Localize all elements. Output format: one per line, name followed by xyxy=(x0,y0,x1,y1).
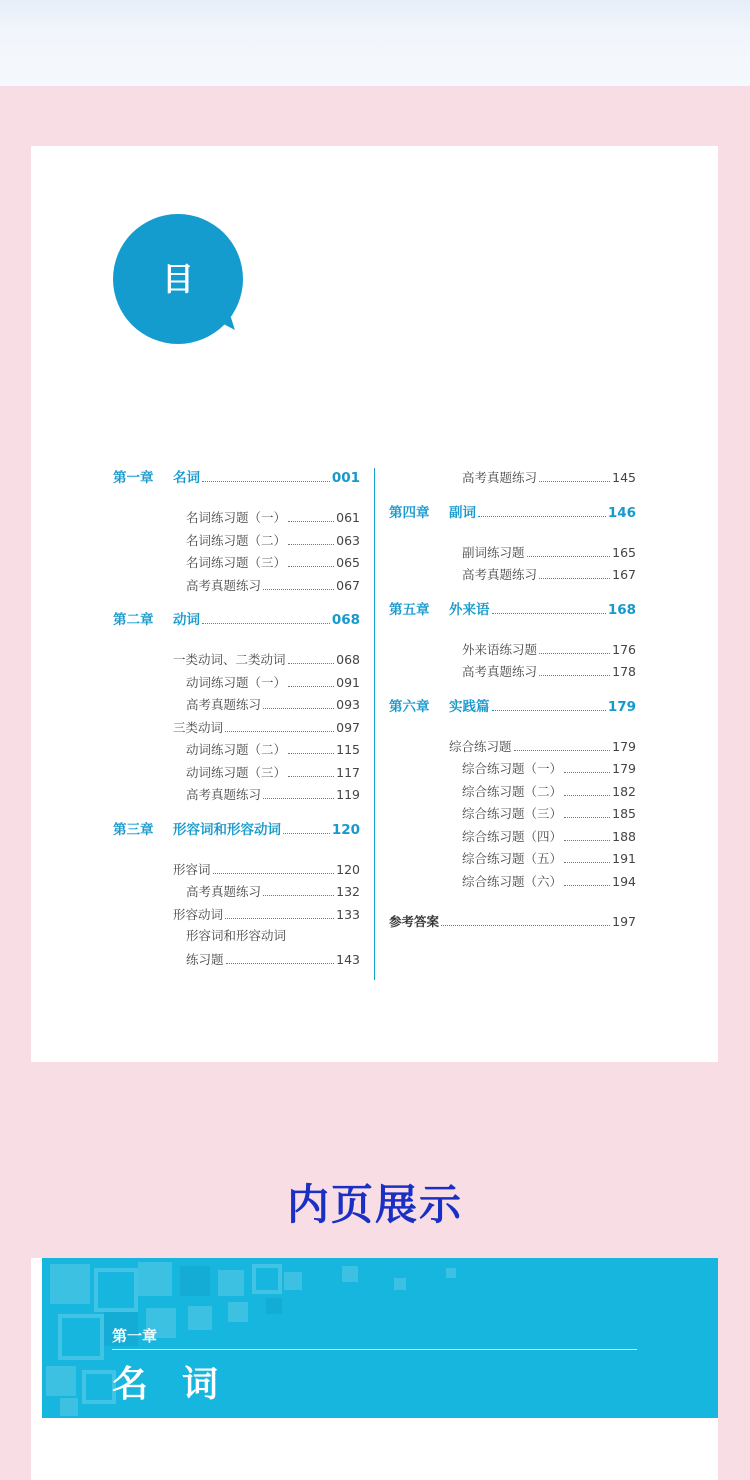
toc-entry-row xyxy=(462,848,636,868)
toc-entry-row xyxy=(173,717,360,737)
page-number: 179 xyxy=(612,738,636,754)
chapter-title: 外来语 xyxy=(449,601,490,618)
page-number: 178 xyxy=(612,664,636,679)
page-number: 120 xyxy=(336,861,360,877)
leader-dots xyxy=(514,736,611,751)
page-number: 176 xyxy=(612,641,636,657)
entry-label: 动词练习题（一） xyxy=(186,674,287,690)
toc-entry-row xyxy=(462,639,636,659)
toc-entry-row xyxy=(186,949,360,969)
leader-dots xyxy=(263,881,334,896)
column-divider xyxy=(374,468,375,980)
page-number: 132 xyxy=(336,884,360,899)
banner-divider xyxy=(112,1349,637,1350)
toc-entry-row xyxy=(462,564,636,584)
toc-entry-row xyxy=(173,859,360,879)
leader-dots xyxy=(539,564,610,579)
page-number: 168 xyxy=(607,601,636,618)
toc-entry-row xyxy=(186,762,360,782)
leader-dots xyxy=(288,739,334,754)
leader-dots xyxy=(564,826,610,841)
leader-dots xyxy=(288,552,334,567)
toc-entry-row xyxy=(462,467,636,487)
page-number: 194 xyxy=(612,873,636,889)
leader-dots xyxy=(202,467,330,482)
page-number: 165 xyxy=(612,544,636,560)
page-number: 067 xyxy=(336,577,360,593)
leader-dots xyxy=(564,758,610,773)
chapter-number: 第二章 xyxy=(113,612,154,628)
leader-dots xyxy=(288,762,334,777)
entry-label: 动词练习题（二） xyxy=(186,742,287,757)
entry-label: 副词练习题 xyxy=(462,544,525,560)
toc-entry-row xyxy=(462,871,636,891)
leader-dots xyxy=(564,803,610,818)
entry-label: 名词练习题（二） xyxy=(186,532,287,548)
chapter-number: 第六章 xyxy=(389,698,430,715)
page-number: 185 xyxy=(612,806,636,821)
page-number: 133 xyxy=(336,906,360,922)
entry-label: 名词练习题（三） xyxy=(186,555,287,570)
page-number: 068 xyxy=(331,612,360,628)
entry-label: 综合练习题（二） xyxy=(462,783,563,799)
leader-dots xyxy=(213,859,335,874)
leader-dots xyxy=(226,949,335,964)
toc-entry-row xyxy=(173,649,360,669)
page-number: 115 xyxy=(336,742,360,757)
page-number: 119 xyxy=(336,787,360,802)
toc-chapter-row xyxy=(389,696,636,716)
leader-dots xyxy=(263,784,334,799)
page-number: 167 xyxy=(612,567,636,582)
chapter-title: 动词 xyxy=(173,612,200,628)
entry-label: 综合练习题（五） xyxy=(462,851,563,866)
leader-dots xyxy=(492,696,606,711)
entry-label: 形容词 xyxy=(173,861,211,877)
toc-title: 目 录 xyxy=(154,260,208,428)
banner-chapter-title: 名词 xyxy=(112,1364,253,1405)
banner-chapter-label: 第一章 xyxy=(112,1327,158,1345)
chapter-number: 第五章 xyxy=(389,601,430,618)
toc-entry-row xyxy=(186,784,360,804)
toc-entry-row xyxy=(462,826,636,846)
page-number: 091 xyxy=(336,674,360,690)
toc-entry-row xyxy=(186,507,360,527)
toc-entry-row xyxy=(186,926,360,946)
leader-dots xyxy=(288,649,335,664)
leader-dots xyxy=(478,502,606,517)
leader-dots xyxy=(263,575,334,590)
leader-dots xyxy=(225,904,334,919)
page-number: 146 xyxy=(607,504,636,521)
page-number: 065 xyxy=(336,555,360,570)
page-number: 145 xyxy=(612,470,636,485)
toc-entry-row xyxy=(462,781,636,801)
page-number: 188 xyxy=(612,828,636,844)
toc-entry-row xyxy=(462,758,636,778)
entry-label: 练习题 xyxy=(186,951,224,967)
leader-dots xyxy=(441,911,610,926)
entry-label: 高考真题练习 xyxy=(186,697,262,712)
leader-dots xyxy=(288,507,334,522)
page-number: 197 xyxy=(612,914,636,929)
entry-label: 综合练习题 xyxy=(449,738,512,754)
page-number: 182 xyxy=(612,783,636,799)
entry-label: 形容动词 xyxy=(173,906,224,922)
toc-chapter-row xyxy=(113,819,360,839)
entry-label: 综合练习题（三） xyxy=(462,806,563,821)
reference-label: 参考答案 xyxy=(389,914,440,929)
toc-entry-row xyxy=(186,672,360,692)
page-number: 179 xyxy=(612,761,636,776)
leader-dots xyxy=(288,672,334,687)
toc-entry-row xyxy=(186,530,360,550)
leader-dots xyxy=(288,530,334,545)
toc-entry-row xyxy=(449,736,636,756)
leader-dots xyxy=(202,609,330,624)
chapter-number: 第三章 xyxy=(113,821,154,838)
entry-label: 名词练习题（一） xyxy=(186,510,287,525)
leader-dots xyxy=(527,542,611,557)
entry-label: 三类动词 xyxy=(173,719,224,735)
toc-entry-row xyxy=(462,661,636,681)
entry-label: 高考真题练习 xyxy=(186,577,262,593)
page-number: 093 xyxy=(336,697,360,712)
page-number: 068 xyxy=(336,652,360,667)
leader-dots xyxy=(564,781,610,796)
page-number: 097 xyxy=(336,719,360,735)
page-number: 179 xyxy=(607,698,636,715)
entry-label: 动词练习题（三） xyxy=(186,764,287,780)
entry-label: 综合练习题（一） xyxy=(462,761,563,776)
page-number: 061 xyxy=(336,510,360,525)
page-number: 001 xyxy=(331,470,360,486)
toc-entry-row xyxy=(462,542,636,562)
leader-dots xyxy=(263,694,334,709)
entry-label: 一类动词、二类动词 xyxy=(173,652,286,667)
toc-chapter-row xyxy=(113,609,360,629)
toc-entry-row xyxy=(186,739,360,759)
entry-label: 高考真题练习 xyxy=(462,664,538,679)
leader-dots xyxy=(564,848,610,863)
top-band xyxy=(0,0,750,86)
entry-label: 形容词和形容动词 xyxy=(186,928,287,943)
toc-entry-row xyxy=(186,881,360,901)
chapter-title: 形容词和形容动词 xyxy=(173,821,281,838)
toc-entry-row xyxy=(186,575,360,595)
entry-label: 外来语练习题 xyxy=(462,641,538,657)
page-number: 143 xyxy=(336,951,360,967)
chapter-title: 实践篇 xyxy=(449,698,490,715)
chapter-number: 第四章 xyxy=(389,504,430,521)
entry-label: 高考真题练习 xyxy=(186,884,262,899)
toc-chapter-row xyxy=(389,502,636,522)
page-number: 191 xyxy=(612,851,636,866)
entry-label: 高考真题练习 xyxy=(462,567,538,582)
toc-entry-row xyxy=(462,803,636,823)
toc-chapter-row xyxy=(389,599,636,619)
toc-entry-row xyxy=(173,904,360,924)
entry-label: 综合练习题（六） xyxy=(462,873,563,889)
leader-dots xyxy=(225,717,334,732)
page-number: 063 xyxy=(336,532,360,548)
leader-dots xyxy=(492,599,606,614)
toc-entry-row xyxy=(186,552,360,572)
leader-dots xyxy=(283,819,330,834)
chapter-title: 名词 xyxy=(173,470,200,486)
entry-label: 高考真题练习 xyxy=(462,470,538,485)
leader-dots xyxy=(539,467,610,482)
toc-chapter-row xyxy=(113,467,360,487)
chapter-title: 副词 xyxy=(449,504,476,521)
toc-reference-row xyxy=(389,911,636,931)
page-number: 120 xyxy=(331,821,360,838)
chapter-number: 第一章 xyxy=(113,470,154,486)
section-title: 内页展示 xyxy=(286,1180,463,1229)
toc-entry-row xyxy=(186,694,360,714)
entry-label: 综合练习题（四） xyxy=(462,828,563,844)
entry-label: 高考真题练习 xyxy=(186,787,262,802)
leader-dots xyxy=(539,661,610,676)
leader-dots xyxy=(564,871,610,886)
leader-dots xyxy=(539,639,610,654)
page-number: 117 xyxy=(336,764,360,780)
